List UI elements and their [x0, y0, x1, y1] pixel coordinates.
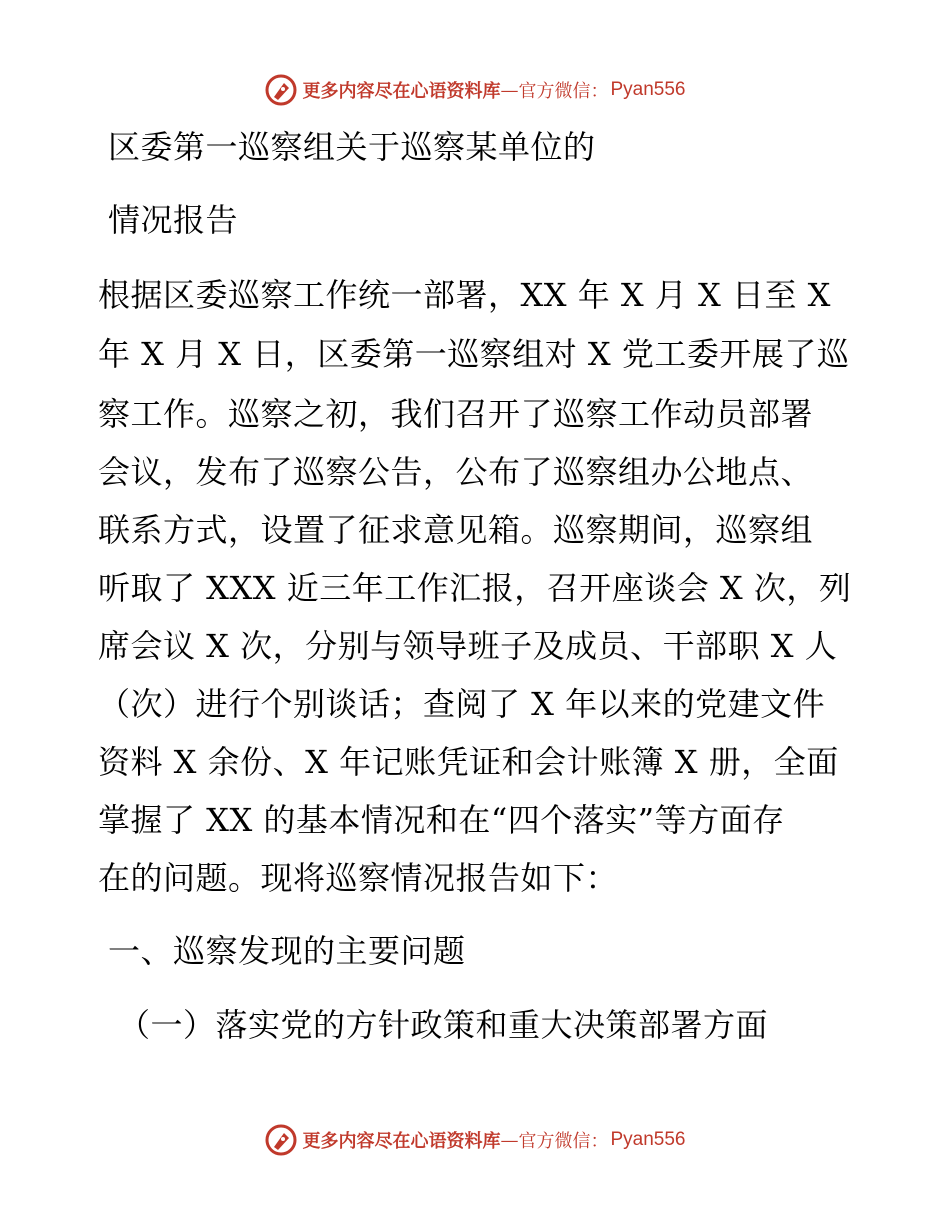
document-title-line-2: 情况报告 — [108, 201, 239, 239]
header-watermark — [0, 70, 950, 110]
footer-watermark — [0, 1120, 950, 1160]
paragraph-line: 资料 X 余份、X 年记账凭证和会计账簿 X 册，全面 — [98, 743, 839, 781]
paragraph-line: 听取了 XXX 近三年工作汇报，召开座谈会 X 次，列 — [98, 569, 852, 607]
section-heading: 一、巡察发现的主要问题 — [108, 932, 466, 970]
paragraph-line: 会议，发布了巡察公告，公布了巡察组办公地点、 — [98, 453, 814, 491]
watermark-brand-text: 更多内容尽在心语资料库 — [302, 81, 501, 102]
watermark-separator: — — [500, 1129, 519, 1151]
watermark-wechat-id: Pyan556 — [610, 79, 686, 100]
paragraph-line: 席会议 X 次，分别与领导班子及成员、干部职 X 人 — [98, 627, 838, 665]
pen-nib-logo-icon — [264, 1123, 298, 1157]
watermark-wechat-id: Pyan556 — [610, 1129, 686, 1150]
paragraph-line: 察工作。巡察之初，我们召开了巡察工作动员部署 — [98, 395, 814, 433]
watermark-label: 官方微信： — [518, 1131, 609, 1152]
paragraph-line: 在的问题。现将巡察情况报告如下： — [98, 859, 619, 897]
watermark-separator: — — [500, 79, 519, 101]
document-title-line-1: 区委第一巡察组关于巡察某单位的 — [108, 128, 596, 166]
paragraph-line: 掌握了 XX 的基本情况和在“四个落实”等方面存 — [98, 801, 785, 839]
watermark-label: 官方微信： — [518, 81, 609, 102]
pen-nib-logo-icon — [264, 73, 298, 107]
paragraph-line: 根据区委巡察工作统一部署，XX 年 X 月 X 日至 X — [98, 276, 831, 314]
paragraph-line: （次）进行个别谈话；查阅了 X 年以来的党建文件 — [98, 685, 826, 723]
paragraph-line: 年 X 月 X 日，区委第一巡察组对 X 党工委开展了巡 — [98, 335, 850, 373]
watermark-brand-text: 更多内容尽在心语资料库 — [302, 1131, 501, 1152]
paragraph-line: 联系方式，设置了征求意见箱。巡察期间，巡察组 — [98, 511, 814, 549]
subsection-heading: （一）落实党的方针政策和重大决策部署方面 — [118, 1006, 769, 1044]
